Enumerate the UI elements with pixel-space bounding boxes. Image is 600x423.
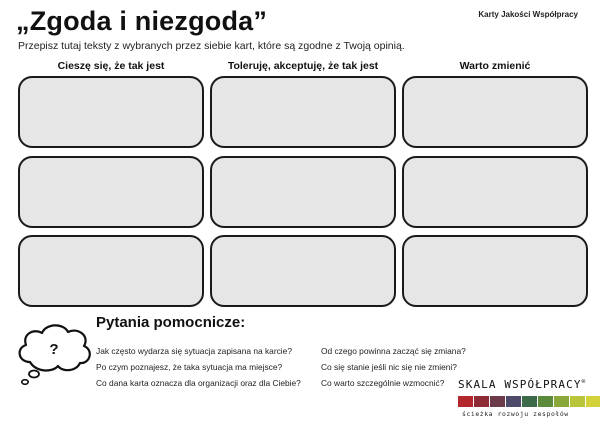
column-header-glad: Cieszę się, że tak jest bbox=[57, 60, 165, 72]
card-slot-tolerate-2[interactable] bbox=[210, 156, 396, 228]
card-slot-glad-2[interactable] bbox=[18, 156, 204, 228]
color-swatch bbox=[538, 396, 553, 407]
card-slot-change-1[interactable] bbox=[402, 76, 588, 148]
logo-wordmark: SKALA WSPÓŁPRACY® bbox=[458, 378, 586, 391]
color-swatch bbox=[586, 396, 600, 407]
color-swatch bbox=[554, 396, 569, 407]
card-slot-change-2[interactable] bbox=[402, 156, 588, 228]
card-slot-glad-1[interactable] bbox=[18, 76, 204, 148]
help-question: Po czym poznajesz, że taka sytuacja ma miejsce? bbox=[96, 362, 283, 372]
help-title: Pytania pomocnicze: bbox=[96, 314, 246, 331]
thought-cloud-icon bbox=[12, 318, 96, 390]
column-header-tolerate: Toleruję, akceptuję, że tak jest bbox=[227, 60, 379, 72]
color-swatch bbox=[522, 396, 537, 407]
help-question: Od czego powinna zacząć się zmiana? bbox=[321, 346, 466, 356]
card-slot-glad-3[interactable] bbox=[18, 235, 204, 307]
card-slot-tolerate-1[interactable] bbox=[210, 76, 396, 148]
question-mark: ? bbox=[49, 341, 59, 358]
help-question: Co warto szczególnie wzmocnić? bbox=[321, 378, 445, 388]
color-bar-logo-icon bbox=[458, 396, 600, 407]
color-swatch bbox=[490, 396, 505, 407]
color-swatch bbox=[458, 396, 473, 407]
help-question: Co dana karta oznacza dla organizacji oraz dla Ciebie? bbox=[96, 378, 301, 388]
instruction-text: Przepisz tutaj teksty z wybranych przez siebie kart, które są zgodne z Twoją opinią. bbox=[18, 40, 405, 52]
page-title: „Zgoda i niezgoda” bbox=[16, 6, 268, 36]
color-swatch bbox=[570, 396, 585, 407]
help-question: Co się stanie jeśli nic się nie zmieni? bbox=[321, 362, 457, 372]
help-question: Jak często wydarza się sytuacja zapisana na karcie? bbox=[96, 346, 292, 356]
brand-label: Karty Jakości Współpracy bbox=[478, 10, 578, 19]
card-slot-tolerate-3[interactable] bbox=[210, 235, 396, 307]
logo-tagline: ścieżka rozwoju zespołów bbox=[462, 410, 569, 418]
card-slot-change-3[interactable] bbox=[402, 235, 588, 307]
color-swatch bbox=[506, 396, 521, 407]
column-header-change: Warto zmienić bbox=[459, 60, 531, 72]
color-swatch bbox=[474, 396, 489, 407]
